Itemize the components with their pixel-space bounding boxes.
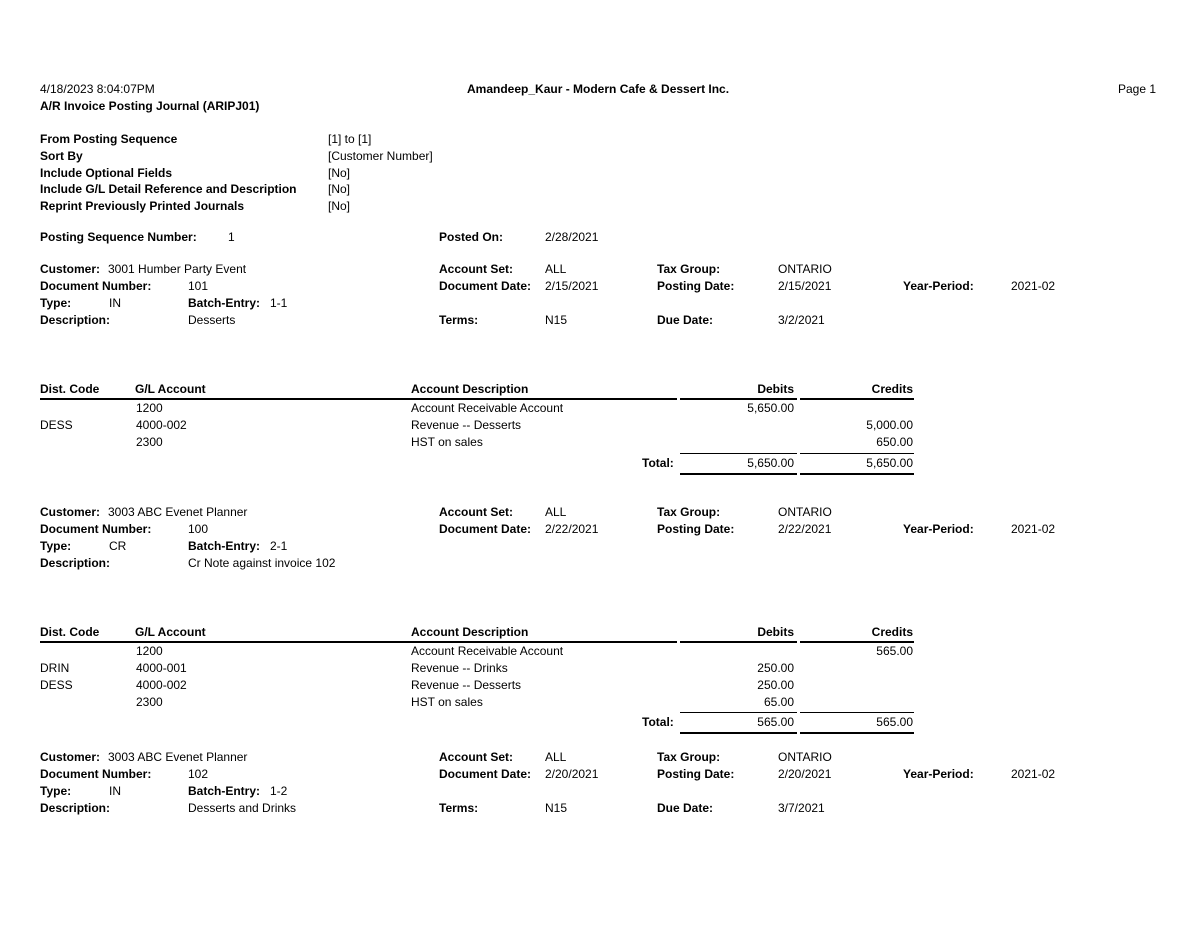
- header-rule: [680, 398, 797, 400]
- param-value: [Customer Number]: [328, 149, 433, 163]
- type-label: Type:: [40, 539, 72, 553]
- col-dist-code: Dist. Code: [40, 625, 100, 639]
- total-rule-bottom: [800, 732, 914, 734]
- page-number: Page 1: [1118, 82, 1157, 96]
- dist-code-cell: DESS: [40, 418, 73, 432]
- gl-account-cell: 2300: [136, 435, 163, 449]
- col-credits: Credits: [871, 625, 913, 639]
- document-date-label: Document Date:: [439, 279, 532, 293]
- col-credits: Credits: [871, 382, 913, 396]
- customer-label: Customer:: [40, 750, 101, 764]
- param-value: [1] to [1]: [328, 132, 372, 146]
- batch-entry-label: Batch-Entry:: [188, 784, 261, 798]
- year-period-label: Year-Period:: [903, 522, 974, 536]
- tax-group-label: Tax Group:: [657, 505, 721, 519]
- param-label: From Posting Sequence: [40, 132, 178, 146]
- type-label: Type:: [40, 784, 72, 798]
- account-set-value: ALL: [545, 262, 567, 276]
- account-description-cell: Account Receivable Account: [411, 644, 564, 658]
- header-rule: [800, 398, 914, 400]
- total-rule-top: [680, 453, 797, 454]
- col-gl-account: G/L Account: [135, 625, 206, 639]
- total-debit: 5,650.00: [747, 456, 794, 470]
- param-label: Sort By: [40, 149, 83, 163]
- year-period-value: 2021-02: [1011, 522, 1056, 536]
- param-value: [No]: [328, 199, 351, 213]
- header-rule: [800, 641, 914, 643]
- customer-value: 3001 Humber Party Event: [108, 262, 247, 276]
- account-description-cell: HST on sales: [411, 695, 483, 709]
- gl-account-cell: 4000-002: [136, 678, 187, 692]
- account-description-cell: Revenue -- Desserts: [411, 678, 522, 692]
- posted-on-value: 2/28/2021: [545, 230, 599, 244]
- posting-date-label: Posting Date:: [657, 279, 735, 293]
- account-set-label: Account Set:: [439, 750, 514, 764]
- year-period-value: 2021-02: [1011, 279, 1056, 293]
- batch-entry-label: Batch-Entry:: [188, 296, 261, 310]
- document-date-label: Document Date:: [439, 522, 532, 536]
- debit-cell: 5,650.00: [747, 401, 794, 415]
- header-rule: [40, 398, 677, 400]
- total-rule-bottom: [800, 473, 914, 475]
- total-label: Total:: [642, 715, 674, 729]
- tax-group-label: Tax Group:: [657, 262, 721, 276]
- col-debits: Debits: [757, 382, 794, 396]
- account-set-value: ALL: [545, 750, 567, 764]
- terms-value: N15: [545, 313, 568, 327]
- total-rule-top: [800, 712, 914, 713]
- doc-number-value: 101: [188, 279, 209, 293]
- terms-label: Terms:: [439, 801, 479, 815]
- year-period-label: Year-Period:: [903, 279, 974, 293]
- param-value: [No]: [328, 182, 351, 196]
- account-set-value: ALL: [545, 505, 567, 519]
- doc-number-label: Document Number:: [40, 279, 152, 293]
- description-value: Cr Note against invoice 102: [188, 556, 336, 570]
- posting-date-label: Posting Date:: [657, 767, 735, 781]
- total-credit: 565.00: [876, 715, 913, 729]
- document-date-value: 2/15/2021: [545, 279, 599, 293]
- posting-date-value: 2/20/2021: [778, 767, 832, 781]
- debit-cell: 250.00: [757, 678, 794, 692]
- batch-entry-value: 1-1: [270, 296, 288, 310]
- terms-value: N15: [545, 801, 568, 815]
- col-dist-code: Dist. Code: [40, 382, 100, 396]
- debit-cell: 65.00: [763, 695, 794, 709]
- account-description-cell: Revenue -- Desserts: [411, 418, 522, 432]
- type-value: IN: [109, 296, 121, 310]
- customer-value: 3003 ABC Evenet Planner: [108, 505, 248, 519]
- type-value: CR: [109, 539, 127, 553]
- type-label: Type:: [40, 296, 72, 310]
- col-account-description: Account Description: [411, 625, 529, 639]
- header-rule: [680, 641, 797, 643]
- posted-on-label: Posted On:: [439, 230, 504, 244]
- account-description-cell: Account Receivable Account: [411, 401, 564, 415]
- report-datetime: 4/18/2023 8:04:07PM: [40, 82, 155, 96]
- total-rule-bottom: [680, 473, 797, 475]
- account-set-label: Account Set:: [439, 505, 514, 519]
- param-label: Include Optional Fields: [40, 166, 173, 180]
- document-date-label: Document Date:: [439, 767, 532, 781]
- gl-account-cell: 1200: [136, 401, 163, 415]
- gl-account-cell: 1200: [136, 644, 163, 658]
- posting-date-label: Posting Date:: [657, 522, 735, 536]
- posting-seq-label: Posting Sequence Number:: [40, 230, 197, 244]
- credit-cell: 650.00: [876, 435, 913, 449]
- description-label: Description:: [40, 556, 111, 570]
- due-date-value: 3/2/2021: [778, 313, 825, 327]
- account-set-label: Account Set:: [439, 262, 514, 276]
- posting-seq-value: 1: [228, 230, 235, 244]
- total-label: Total:: [642, 456, 674, 470]
- tax-group-value: ONTARIO: [778, 262, 832, 276]
- col-account-description: Account Description: [411, 382, 529, 396]
- due-date-label: Due Date:: [657, 801, 714, 815]
- customer-value: 3003 ABC Evenet Planner: [108, 750, 248, 764]
- tax-group-label: Tax Group:: [657, 750, 721, 764]
- total-rule-top: [680, 712, 797, 713]
- tax-group-value: ONTARIO: [778, 505, 832, 519]
- credit-cell: 565.00: [876, 644, 913, 658]
- customer-label: Customer:: [40, 505, 101, 519]
- due-date-value: 3/7/2021: [778, 801, 825, 815]
- account-description-cell: Revenue -- Drinks: [411, 661, 508, 675]
- param-label: Reprint Previously Printed Journals: [40, 199, 245, 213]
- batch-entry-value: 2-1: [270, 539, 288, 553]
- gl-account-cell: 2300: [136, 695, 163, 709]
- param-label: Include G/L Detail Reference and Description: [40, 182, 297, 196]
- account-description-cell: HST on sales: [411, 435, 483, 449]
- terms-label: Terms:: [439, 313, 479, 327]
- tax-group-value: ONTARIO: [778, 750, 832, 764]
- company-name: Amandeep_Kaur - Modern Cafe & Dessert Inc.: [467, 82, 730, 96]
- credit-cell: 5,000.00: [866, 418, 913, 432]
- year-period-value: 2021-02: [1011, 767, 1056, 781]
- total-credit: 5,650.00: [866, 456, 913, 470]
- year-period-label: Year-Period:: [903, 767, 974, 781]
- total-rule-bottom: [680, 732, 797, 734]
- header-rule: [40, 641, 677, 643]
- param-value: [No]: [328, 166, 351, 180]
- description-label: Description:: [40, 313, 111, 327]
- description-label: Description:: [40, 801, 111, 815]
- debit-cell: 250.00: [757, 661, 794, 675]
- batch-entry-label: Batch-Entry:: [188, 539, 261, 553]
- description-value: Desserts: [188, 313, 236, 327]
- customer-label: Customer:: [40, 262, 101, 276]
- gl-account-cell: 4000-002: [136, 418, 187, 432]
- col-debits: Debits: [757, 625, 794, 639]
- doc-number-label: Document Number:: [40, 522, 152, 536]
- document-date-value: 2/20/2021: [545, 767, 599, 781]
- doc-number-value: 102: [188, 767, 209, 781]
- col-gl-account: G/L Account: [135, 382, 206, 396]
- description-value: Desserts and Drinks: [188, 801, 297, 815]
- doc-number-label: Document Number:: [40, 767, 152, 781]
- dist-code-cell: DRIN: [40, 661, 70, 675]
- batch-entry-value: 1-2: [270, 784, 288, 798]
- total-debit: 565.00: [757, 715, 794, 729]
- doc-number-value: 100: [188, 522, 209, 536]
- document-date-value: 2/22/2021: [545, 522, 599, 536]
- report-title: A/R Invoice Posting Journal (ARIPJ01): [40, 99, 260, 113]
- posting-date-value: 2/15/2021: [778, 279, 832, 293]
- total-rule-top: [800, 453, 914, 454]
- due-date-label: Due Date:: [657, 313, 714, 327]
- type-value: IN: [109, 784, 121, 798]
- posting-date-value: 2/22/2021: [778, 522, 832, 536]
- dist-code-cell: DESS: [40, 678, 73, 692]
- gl-account-cell: 4000-001: [136, 661, 187, 675]
